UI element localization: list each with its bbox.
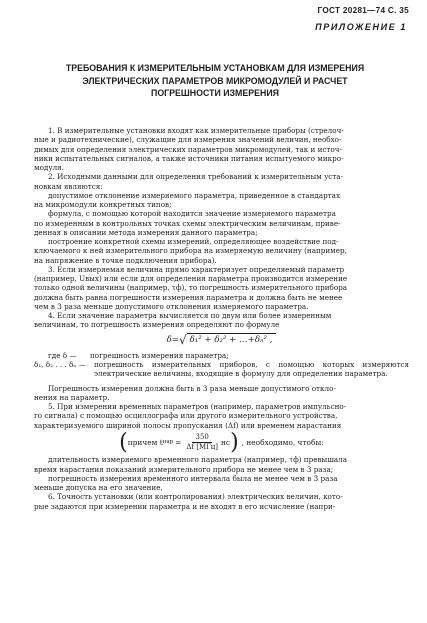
text-line: длительность измеряемого временного параметра (например, τф) превышала	[48, 455, 348, 465]
text-line: меньше допуска на его значение,	[34, 483, 163, 492]
paragraph-block-1	[34, 126, 409, 330]
text-line: должна быть равна погрешности измерения параметра и должна быть не менее	[34, 292, 343, 302]
text-line: на микромодули конкретных типов;	[34, 200, 172, 209]
text-line: характеризуемого шириной полосы пропускания (Δf) или временем нарастания	[34, 420, 342, 430]
definition-value: погрешность измерения параметра;	[90, 350, 229, 360]
title-line: ЭЛЕКТРИЧЕСКИХ ПАРАМЕТРОВ МИКРОМОДУЛЕЙ И РАСЧЕТ	[82, 75, 348, 86]
error-formula	[34, 332, 409, 347]
text-line: на напряжение в точке подключения прибора).	[34, 255, 217, 265]
formula-prefix: причем t	[127, 437, 163, 447]
text-line: ники испытательных сигналов, а также источники питания испытуемого микро-	[34, 153, 344, 163]
text-line: Погрешность измерения должна быть в 3 раза меньше допустимого откло-	[48, 383, 336, 393]
formula-unit: нс	[221, 437, 231, 447]
text-line: время нарастания показаний измерительного прибора не менее чем в 3 раза;	[34, 464, 334, 474]
text-line: погрешность измерения временного интервала была не менее чем в 3 раза	[48, 473, 338, 483]
text-line: допустимое отклонение измеряемого параметра, приведенное в стандартах	[48, 190, 340, 200]
text-line: модуля.	[34, 163, 64, 172]
text-line: формула, с помощью которой находится значение измеряемого параметра	[48, 209, 336, 219]
text-line: го сигнала) с помощью осциллографа или другого измерительного устройства,	[34, 411, 338, 421]
paragraph-block-3	[34, 455, 409, 511]
text-line: 2. Исходными данными для определения требований к измерительным уста-	[48, 172, 344, 182]
radical-sign: √	[178, 332, 187, 347]
text-line: 5. При измерении временных параметров (например, параметров импульсно-	[48, 402, 347, 411]
text-line: 3. Если измеряемая величина прямо характеризует определяемый параметр	[48, 264, 345, 274]
document-title	[40, 62, 390, 100]
definition-key: δ₁, δ₂ . . . δₙ —	[34, 360, 86, 369]
text-line: новкам являются:	[34, 181, 103, 191]
text-line: величинам, то погрешность измерения определяют по формуле	[34, 320, 280, 330]
text-line: рые задаются при измерении параметра и не входят в его исчисление (напри-	[34, 501, 336, 511]
definition-row	[34, 360, 409, 379]
text-line: денная в описании метода измерения данного параметра;	[34, 227, 258, 237]
fraction-denominator: Δf [МГц]	[186, 443, 218, 451]
formula-equals: =	[175, 437, 182, 447]
text-line: по измеренным в контрольных точках схемы электрическим величинам, приве-	[34, 218, 341, 228]
text-line: димых для определения электрических параметров микромодулей, так и источ-	[34, 144, 342, 154]
definition-key: где δ —	[48, 350, 77, 360]
text-line: только одной величины (например, τф), то погрешность измерительного прибора	[34, 283, 348, 293]
definition-value: погрешность измерительных приборов, с помощью которых измеряются электрические величины, входящие в формулу для определения параметра.	[94, 360, 409, 379]
text-line: (например, Uвых) или если для определения параметра производится измерение	[34, 274, 348, 283]
close-paren: )	[230, 429, 239, 455]
definition-row	[34, 351, 409, 360]
text-line: ключаемого к ней измерительного прибора на измеряемую величину (например,	[34, 246, 347, 256]
text-line: 1. В измерительные установки входят как измерительные приборы (стрелоч-	[48, 126, 344, 135]
text-line: нения на параметр.	[34, 392, 110, 402]
standard-header: ГОСТ 20281—74 С. 35	[317, 6, 409, 15]
fraction-numerator: 350	[192, 433, 211, 443]
appendix-label: ПРИЛОЖЕНИЕ 1	[315, 22, 407, 32]
document-body	[34, 126, 409, 511]
formula-suffix: , необходимо, чтобы:	[241, 437, 324, 447]
formula-subscript: нар	[162, 438, 174, 445]
rise-time-formula	[34, 429, 409, 455]
formula-rhs: δ₁² + δ₂² + …+δₙ² ,	[187, 333, 277, 345]
text-line: 6. Точность установки (или контролирования) электрических величин, кото-	[48, 492, 343, 502]
title-line: ТРЕБОВАНИЯ К ИЗМЕРИТЕЛЬНЫМ УСТАНОВКАМ ДЛЯ ИЗМЕРЕНИЯ	[65, 63, 365, 73]
title-line: ПОГРЕШНОСТИ ИЗМЕРЕНИЯ	[151, 88, 279, 99]
formula-fraction	[186, 433, 218, 453]
open-paren: (	[119, 429, 128, 455]
text-line: построение конкретной схемы измерений, определяющее воздействие под-	[48, 237, 339, 246]
text-line: ные и радиотехнические), служащие для измерения значений величин, необхо-	[34, 135, 342, 145]
text-line: 4. Если значение параметра вычисляется по двум или более измеренным	[48, 311, 332, 320]
formula-lhs: δ=	[166, 334, 179, 345]
paragraph-block-2	[34, 384, 409, 430]
text-line: чем в 3 раза меньше допустимого отклонения измеряемого параметра.	[34, 301, 309, 311]
